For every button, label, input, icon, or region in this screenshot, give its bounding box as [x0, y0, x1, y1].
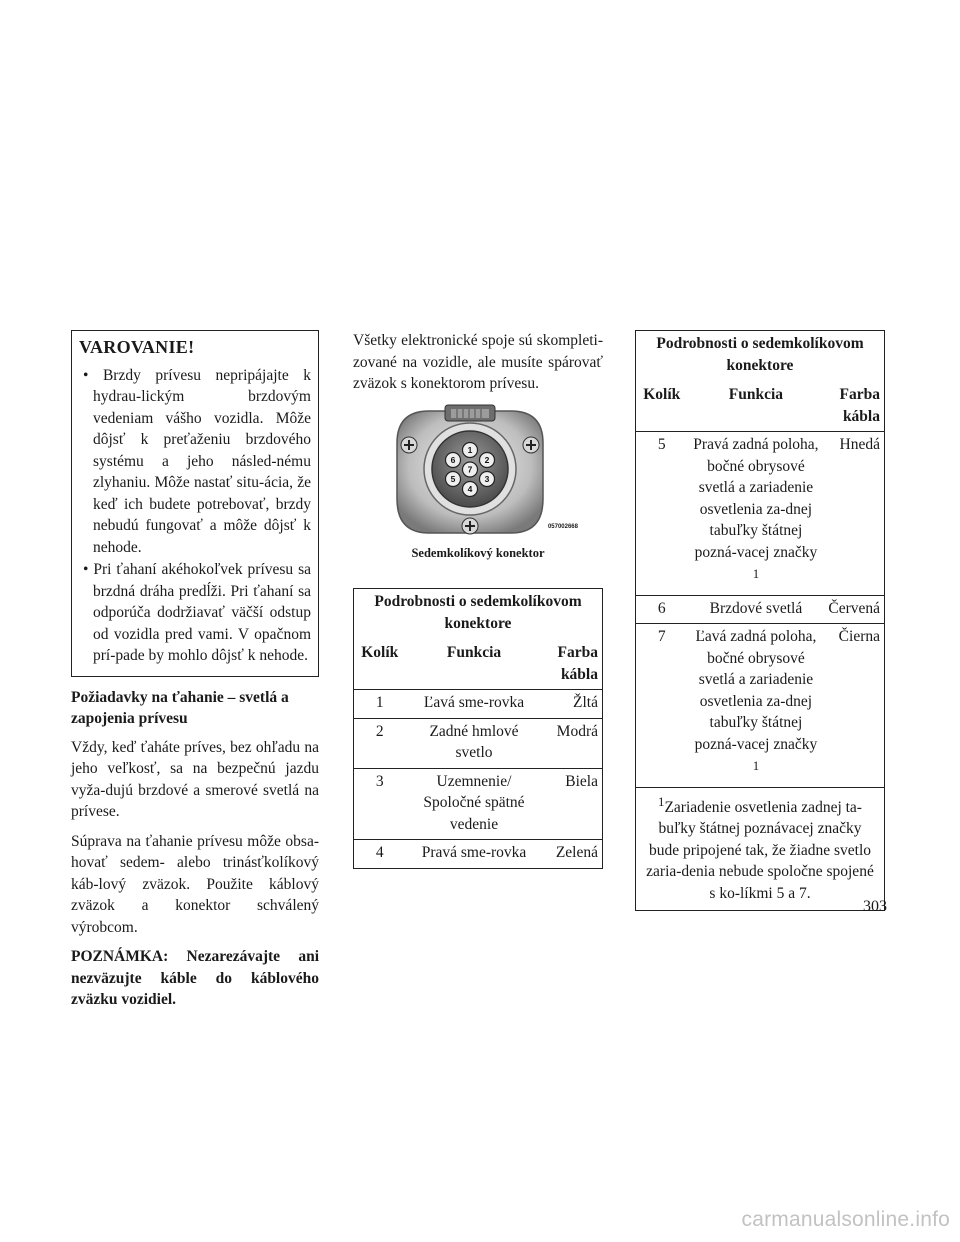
color-cell: Čierna [824, 624, 884, 788]
warning-list [79, 365, 311, 667]
pin-cell: 3 [354, 768, 406, 840]
table-row [354, 768, 603, 840]
color-cell: Zelená [543, 840, 603, 869]
figure-caption: Sedemkolíkový konektor [411, 545, 545, 560]
table-row [354, 690, 603, 719]
watermark: carmanualsonline.info [741, 1208, 950, 1231]
header-function: Funkcia [406, 634, 543, 690]
header-color: Farba kábla [543, 634, 603, 690]
color-cell: Žltá [543, 690, 603, 719]
header-color: Farba kábla [824, 376, 884, 432]
pin-cell: 5 [636, 432, 688, 596]
function-cell: Uzemnenie/ Spoločné spätné vedenie [406, 768, 543, 840]
connector-figure [383, 403, 578, 541]
function-cell [688, 595, 825, 624]
right-column [635, 330, 885, 911]
function-text: Pravá zadná poloha, bočné obrysové svetlá a zariadenie osvetlenia za-dnej tabuľky štátnej pozná-vacej značky [693, 436, 819, 561]
function-cell: Zadné hmlové svetlo [406, 718, 543, 768]
header-pin: Kolík [354, 634, 406, 690]
table-title: Podrobnosti o sedemkolíkovom konektore [636, 331, 885, 377]
function-cell: Pravá sme-rovka [406, 840, 543, 869]
table-row [354, 718, 603, 768]
pin-label: 6 [450, 454, 456, 465]
warning-item: • Brzdy prívesu nepripájajte k hydrau-lickým brzdovým vedeniam vášho vozidla. Môže dôjsť k preťaženiu brzdového systému a jeho násled-nému zlyhaniu. Môže nastať situ-ácia, že keď ich budete potrebovať, brzdy nebudú fungovať a môže dôjsť k nehode. [79, 365, 311, 559]
footnote-text: Zariadenie osvetlenia zadnej ta-buľky štátnej poznávacej značky bude pripojené tak, že žiadne svetlo zaria-denia nebude spoločne spojené s ko-líkmi 5 a 7. [646, 798, 874, 902]
pin-cell: 7 [636, 624, 688, 788]
pin-label: 1 [467, 444, 473, 455]
connector-table-part-2 [635, 330, 885, 911]
function-cell [688, 624, 825, 788]
color-cell: Biela [543, 768, 603, 840]
section-heading: Požiadavky na ťahanie – svetlá a zapojenia prívesu [71, 688, 289, 727]
pin-label: 7 [467, 464, 473, 474]
left-column [71, 330, 319, 1019]
table-title: Podrobnosti o sedemkolíkovom konektore [354, 589, 603, 635]
note-paragraph: POZNÁMKA: Nezarezávajte ani nezväzujte káble do káblového zväzku vozidiel. [71, 948, 319, 1008]
footnote-mark: 1 [752, 758, 760, 774]
warning-item: • Pri ťahaní akéhokoľvek prívesu sa brzdná dráha predĺži. Pri ťahaní sa odporúča dodržiavať väčší odstup od vozidla pred vami. V opačnom prí-pade by mohlo dôjsť k nehode. [79, 559, 311, 667]
function-cell [688, 432, 825, 596]
color-cell: Červená [824, 595, 884, 624]
pin-cell: 2 [354, 718, 406, 768]
color-cell: Modrá [543, 718, 603, 768]
paragraph: Vždy, keď ťaháte príves, bez ohľadu na jeho veľkosť, sa na bezpečnú jazdu vyža-dujú brzdové a smerové svetlá na prívese. [71, 738, 319, 820]
warning-box [71, 330, 319, 677]
table-row [636, 595, 885, 624]
page-number: 303 [863, 898, 887, 915]
paragraph: Súprava na ťahanie prívesu môže obsa-hovať sedem- alebo trinásťkolíkový káb-lový zväzok. Použite káblový zväzok a konektor schválený výrobcom. [71, 832, 319, 936]
table-row [636, 432, 885, 596]
pin-cell: 1 [354, 690, 406, 719]
function-text: Ľavá zadná poloha, bočné obrysové svetlá a zariadenie osvetlenia za-dnej tabuľky štátnej pozná-vacej značky [694, 628, 818, 753]
footnote-mark: 1 [658, 793, 665, 809]
color-cell: Hnedá [824, 432, 884, 596]
figure-code: 057002668 [547, 524, 578, 530]
warning-title: VAROVANIE! [79, 337, 195, 357]
function-cell: Ľavá sme-rovka [406, 690, 543, 719]
function-text: Brzdové svetlá [709, 599, 803, 617]
table-footnote [636, 787, 885, 911]
pin-label: 3 [484, 473, 490, 484]
header-pin: Kolík [636, 376, 688, 432]
pin-label: 5 [450, 473, 456, 484]
intro-paragraph: Všetky elektronické spoje sú skompleti-zované na vozidle, ale musíte spárovať zväzok s konektorom prívesu. [353, 332, 603, 392]
table-row [354, 840, 603, 869]
pin-cell: 4 [354, 840, 406, 869]
pin-label: 2 [484, 454, 490, 465]
seven-pin-connector-illustration [383, 403, 573, 541]
middle-column [353, 330, 603, 869]
connector-table-part-1 [353, 588, 603, 869]
pin-label: 4 [467, 483, 473, 494]
pin-cell: 6 [636, 595, 688, 624]
footnote-mark: 1 [752, 566, 760, 581]
header-function: Funkcia [688, 376, 825, 432]
table-row [636, 624, 885, 788]
